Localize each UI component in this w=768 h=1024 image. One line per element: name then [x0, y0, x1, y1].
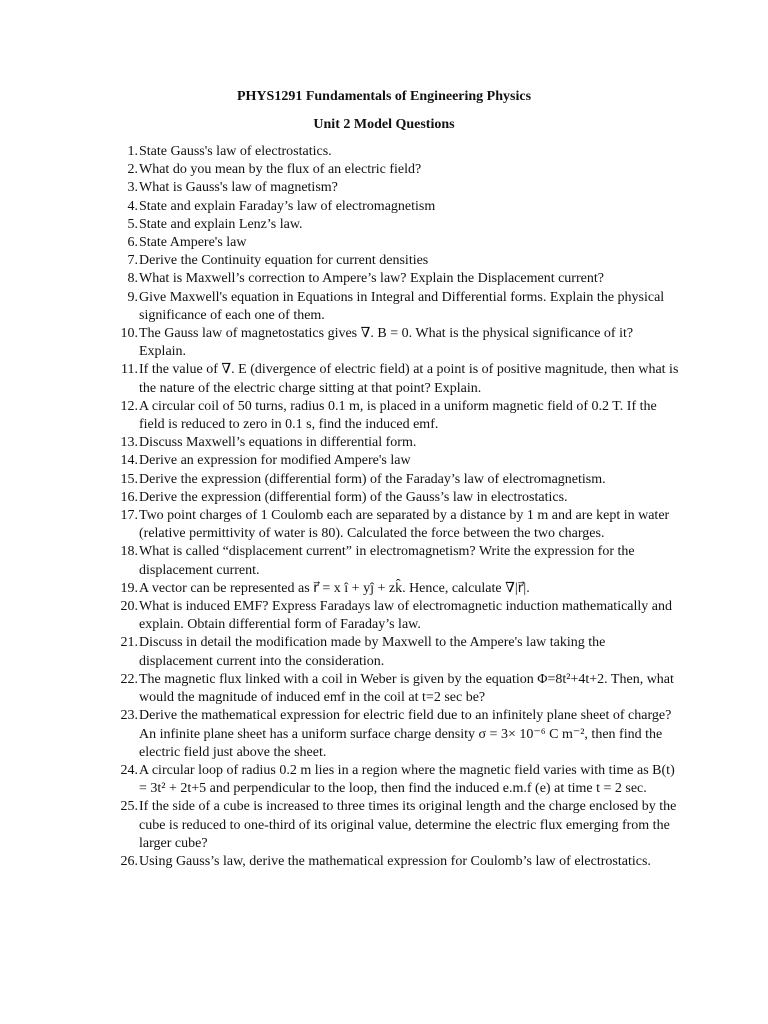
question-item [108, 161, 680, 179]
question-item [108, 143, 680, 161]
question-number: 22. [120, 671, 138, 687]
question-text: Two point charges of 1 Coulomb each are separated by a distance by 1 m and are kept in water (relative permittivity of water is 80). Calculated the force between the two charges. [139, 508, 670, 542]
question-item [108, 234, 680, 252]
question-number: 23. [120, 708, 138, 724]
question-number: 25. [120, 799, 138, 815]
question-number: 26. [120, 853, 138, 869]
question-item [108, 198, 680, 216]
question-item [108, 270, 680, 288]
question-item [108, 289, 680, 325]
question-number: 11. [121, 362, 138, 378]
question-text: State Gauss's law of electrostatics. [139, 144, 332, 159]
question-text: A circular loop of radius 0.2 m lies in a region where the magnetic field varies with time as B(t) = 3t² + 2t+5 and perpendicular to the loop, then find the induced e.m.f (e) at time t = 2 sec. [139, 762, 675, 797]
question-text: Discuss in detail the modification made by Maxwell to the Ampere's law taking the displacement current into the consideration. [139, 635, 606, 669]
question-text: Derive the Continuity equation for current densities [139, 253, 429, 269]
question-text: If the side of a cube is increased to three times its original length and the charge enclosed by the cube is reduced to one-third of its original value, determine the electric flux emerging from the larger cube? [139, 799, 677, 851]
question-number: 20. [120, 599, 138, 615]
document-title: PHYS1291 Fundamentals of Engineering Physics [236, 89, 532, 104]
question-text: The Gauss law of magnetostatics gives ∇. B = 0. What is the physical significance of it? Explain. [139, 326, 634, 360]
question-number: 19. [120, 580, 138, 596]
question-number: 18. [120, 544, 138, 560]
document-subtitle: Unit 2 Model Questions [313, 117, 455, 132]
question-item [108, 598, 680, 634]
question-text: A circular coil of 50 turns, radius 0.1 m, is placed in a uniform magnetic field of 0.2 T. If the field is reduced to zero in 0.1 s, find the induced emf. [139, 398, 657, 433]
question-number: 5. [127, 216, 138, 232]
question-text: The magnetic flux linked with a coil in Weber is given by the equation Φ=8t²+4t+2. Then, what would the magnitude of induced emf in the coil at t=2 sec be? [139, 671, 674, 706]
question-text: If the value of ∇. E (divergence of electric field) at a point is of positive magnitude, then what is the nature of the electric charge sitting at that point? Explain. [139, 362, 679, 396]
question-number: 7. [127, 253, 138, 269]
question-item [108, 634, 680, 670]
question-text: What is Maxwell’s correction to Ampere’s law? Explain the Displacement current? [139, 271, 604, 287]
question-number: 12. [120, 398, 138, 414]
question-item [108, 671, 680, 707]
question-text: Using Gauss’s law, derive the mathematical expression for Coulomb’s law of electrostatics. [139, 853, 651, 869]
question-list [108, 143, 680, 871]
question-item [108, 580, 680, 598]
question-number: 24. [120, 762, 138, 778]
question-text: A vector can be represented as r⃗ = x î + yĵ + zk̂. Hence, calculate ∇|r⃗|. [139, 580, 530, 596]
question-item [108, 507, 680, 543]
question-item [108, 179, 680, 197]
question-item [108, 471, 680, 489]
question-number: 16. [120, 489, 138, 505]
question-number: 8. [127, 271, 138, 287]
question-item [108, 452, 680, 470]
question-text: What is induced EMF? Express Faradays law of electromagnetic induction mathematically and explain. Obtain differential form of Faraday’s law. [139, 599, 672, 633]
question-item [108, 398, 680, 434]
question-number: 2. [127, 162, 138, 178]
question-number: 17. [120, 508, 138, 524]
question-item [108, 798, 680, 853]
question-text: Derive the expression (differential form) of the Gauss’s law in electrostatics. [139, 489, 568, 505]
question-text: State Ampere's law [139, 235, 247, 251]
question-item [108, 853, 680, 871]
question-text: State and explain Lenz’s law. [139, 216, 303, 232]
question-item [108, 543, 680, 579]
question-number: 4. [127, 198, 138, 214]
question-text: Derive the mathematical expression for electric field due to an infinitely plane sheet of charge? An infinite plane sheet has a uniform surface charge density σ = 3× 10⁻⁶ C m⁻², then find the electric field just above the sheet. [139, 708, 672, 760]
question-number: 9. [127, 289, 138, 305]
question-number: 21. [120, 635, 138, 651]
question-text: What is called “displacement current” in electromagnetism? Write the expression for the displacement current. [139, 544, 635, 578]
question-text: State and explain Faraday’s law of electromagnetism [139, 198, 436, 214]
question-item [108, 762, 680, 798]
question-number: 15. [120, 471, 138, 487]
question-text: Derive an expression for modified Ampere's law [139, 453, 411, 469]
question-item [108, 489, 680, 507]
question-text: What do you mean by the flux of an electric field? [139, 162, 422, 178]
question-item [108, 707, 680, 762]
question-text: Discuss Maxwell’s equations in differential form. [139, 435, 417, 451]
question-item [108, 361, 680, 397]
question-text: Derive the expression (differential form) of the Faraday’s law of electromagnetism. [139, 471, 606, 487]
question-number: 1. [127, 144, 138, 159]
question-item [108, 252, 680, 270]
question-item [108, 325, 680, 361]
question-item [108, 216, 680, 234]
question-number: 14. [120, 453, 138, 469]
question-number: 10. [120, 326, 138, 342]
question-number: 3. [127, 180, 138, 196]
question-text: What is Gauss's law of magnetism? [139, 180, 338, 196]
question-text: Give Maxwell's equation in Equations in Integral and Differential forms. Explain the physical significance of each one of them. [139, 289, 665, 323]
question-item [108, 434, 680, 452]
question-number: 13. [120, 435, 138, 451]
question-number: 6. [127, 235, 138, 251]
